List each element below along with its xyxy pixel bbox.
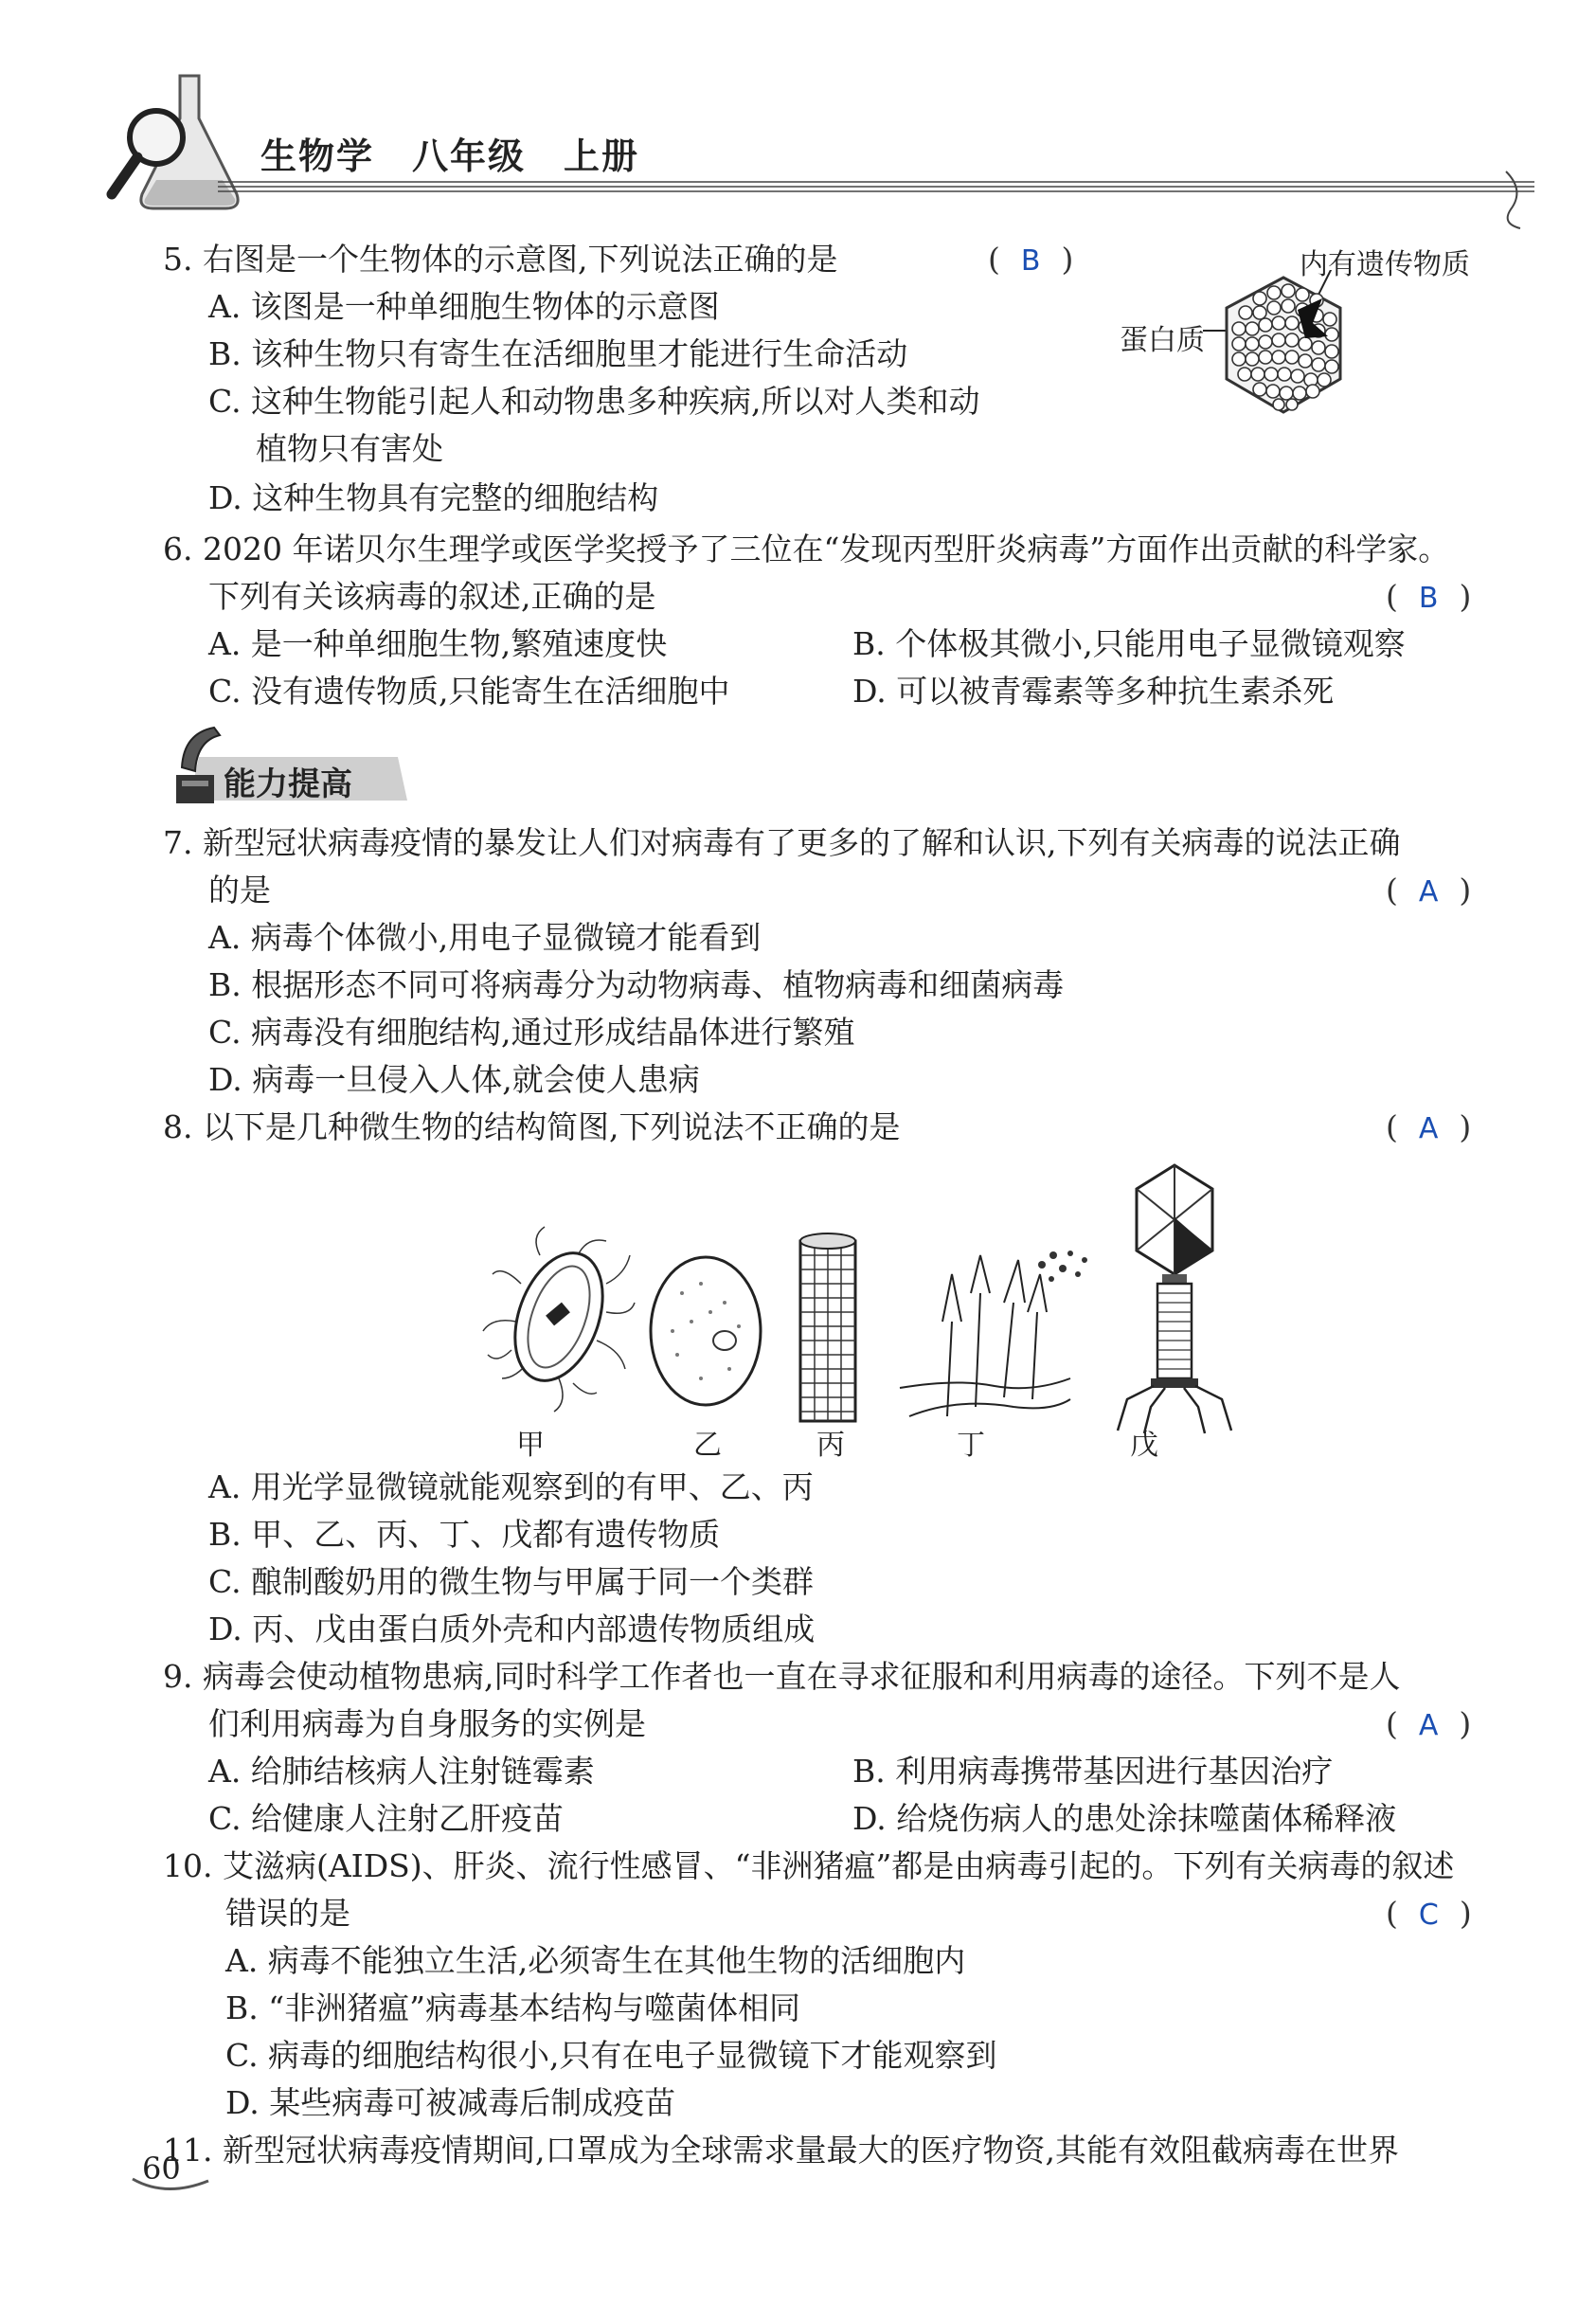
gramophone-icon <box>167 722 224 809</box>
q7-answer-value: A <box>1418 875 1439 909</box>
q9-option-b: B. 利用病毒携带基因进行基因治疗 <box>852 1753 1334 1790</box>
q10-stem-line2: 错误的是 <box>225 1895 350 1932</box>
q8-option-c: C. 酿制酸奶用的微生物与甲属于同一个类群 <box>208 1563 815 1600</box>
rod-virus-drawing <box>800 1233 855 1421</box>
q9-answer: ( A ) <box>1386 1705 1472 1742</box>
q7-option-d: D. 病毒一旦侵入人体,就会使人患病 <box>208 1061 700 1098</box>
q8-option-d: D. 丙、戊由蛋白质外壳和内部遗传物质组成 <box>208 1611 816 1647</box>
mold-drawing <box>900 1251 1087 1416</box>
q5-fig-label-protein: 蛋白质 <box>1120 324 1205 357</box>
q7-stem-line2: 的是 <box>208 872 271 909</box>
q5-stem: 5. 右图是一个生物体的示意图,下列说法正确的是 <box>163 241 838 278</box>
q9-option-a: A. 给肺结核病人注射链霉素 <box>208 1753 595 1790</box>
q5-option-c: C. 这种生物能引起人和动物患多种疾病,所以对人类和动 <box>208 383 980 420</box>
q6-stem-line1: 6. 2020 年诺贝尔生理学或医学奖授予了三位在“发现丙型肝炎病毒”方面作出贡献的科学家。 <box>163 531 1450 567</box>
q5-option-c-cont: 植物只有害处 <box>256 430 443 467</box>
q8-caption-wu: 戊 <box>1130 1429 1158 1462</box>
q5-option-b: B. 该种生物只有寄生在活细胞里才能进行生命活动 <box>208 335 908 372</box>
q8-caption-jia: 甲 <box>516 1429 545 1462</box>
q8-caption-ding: 丁 <box>957 1429 985 1462</box>
q6-option-d: D. 可以被青霉素等多种抗生素杀死 <box>852 673 1335 710</box>
q5-answer: ( B ) <box>988 241 1074 278</box>
q6-option-c: C. 没有遗传物质,只能寄生在活细胞中 <box>208 673 730 710</box>
header-flourish-icon <box>1487 167 1544 233</box>
q6-answer: ( B ) <box>1386 578 1472 615</box>
q6-option-a: A. 是一种单细胞生物,繁殖速度快 <box>208 625 668 662</box>
section-title: 能力提高 <box>224 765 352 803</box>
bacterium-drawing <box>483 1227 635 1412</box>
q9-option-c: C. 给健康人注射乙肝疫苗 <box>208 1800 565 1837</box>
q7-answer: ( A ) <box>1386 872 1472 909</box>
page-number: 60 <box>142 2151 181 2187</box>
q7-stem-line1: 7. 新型冠状病毒疫情的暴发让人们对病毒有了更多的了解和认识,下列有关病毒的说法正确 <box>163 824 1401 861</box>
q8-answer: ( A ) <box>1386 1108 1472 1145</box>
q6-stem-line2: 下列有关该病毒的叙述,正确的是 <box>208 578 656 615</box>
microbes-figure <box>464 1151 1241 1435</box>
q10-option-c: C. 病毒的细胞结构很小,只有在电子显微镜下才能观察到 <box>225 2037 997 2074</box>
q7-option-b: B. 根据形态不同可将病毒分为动物病毒、植物病毒和细菌病毒 <box>208 966 1065 1003</box>
q5-answer-value: B <box>1020 244 1041 278</box>
q11-stem: 11. 新型冠状病毒疫情期间,口罩成为全球需求量最大的医疗物资,其能有效阻截病毒在世界 <box>163 2132 1399 2169</box>
q8-option-b: B. 甲、乙、丙、丁、戊都有遗传物质 <box>208 1516 721 1553</box>
q9-stem-line1: 9. 病毒会使动植物患病,同时科学工作者也一直在寻求征服和利用病毒的途径。下列不是人 <box>163 1658 1401 1695</box>
q8-answer-value: A <box>1418 1112 1439 1145</box>
q10-stem-line1: 10. 艾滋病(AIDS)、肝炎、流行性感冒、“非洲猪瘟”都是由病毒引起的。下列有关病毒的叙述 <box>163 1847 1455 1884</box>
q7-option-c: C. 病毒没有细胞结构,通过形成结晶体进行繁殖 <box>208 1014 855 1051</box>
q10-option-d: D. 某些病毒可被减毒后制成疫苗 <box>225 2084 676 2121</box>
q5-option-d: D. 这种生物具有完整的细胞结构 <box>208 479 659 516</box>
q8-option-a: A. 用光学显微镜就能观察到的有甲、乙、丙 <box>208 1468 814 1505</box>
q9-option-d: D. 给烧伤病人的患处涂抹噬菌体稀释液 <box>852 1800 1397 1837</box>
q7-option-a: A. 病毒个体微小,用电子显微镜才能看到 <box>208 919 762 956</box>
bacteriophage-drawing <box>1118 1165 1231 1433</box>
q6-answer-value: B <box>1418 582 1439 615</box>
q10-answer: ( C ) <box>1386 1895 1472 1932</box>
q9-answer-value: A <box>1418 1709 1439 1742</box>
q8-caption-yi: 乙 <box>693 1429 722 1462</box>
header-rule <box>218 178 1534 197</box>
virus-capsid-figure <box>1203 270 1364 422</box>
yeast-drawing <box>651 1257 761 1405</box>
q8-caption-bing: 丙 <box>816 1429 845 1462</box>
q6-option-b: B. 个体极其微小,只能用电子显微镜观察 <box>852 625 1406 662</box>
q10-answer-value: C <box>1418 1899 1439 1932</box>
q8-stem: 8. 以下是几种微生物的结构简图,下列说法不正确的是 <box>163 1108 901 1145</box>
q5-option-a: A. 该图是一种单细胞生物体的示意图 <box>208 288 720 325</box>
header-title: 生物学 八年级 上册 <box>260 135 640 177</box>
q5-fig-label-genetic: 内有遗传物质 <box>1300 248 1470 281</box>
q10-option-a: A. 病毒不能独立生活,必须寄生在其他生物的活细胞内 <box>225 1942 966 1979</box>
q10-option-b: B. “非洲猪瘟”病毒基本结构与噬菌体相同 <box>225 1989 800 2026</box>
q9-stem-line2: 们利用病毒为自身服务的实例是 <box>208 1705 646 1742</box>
